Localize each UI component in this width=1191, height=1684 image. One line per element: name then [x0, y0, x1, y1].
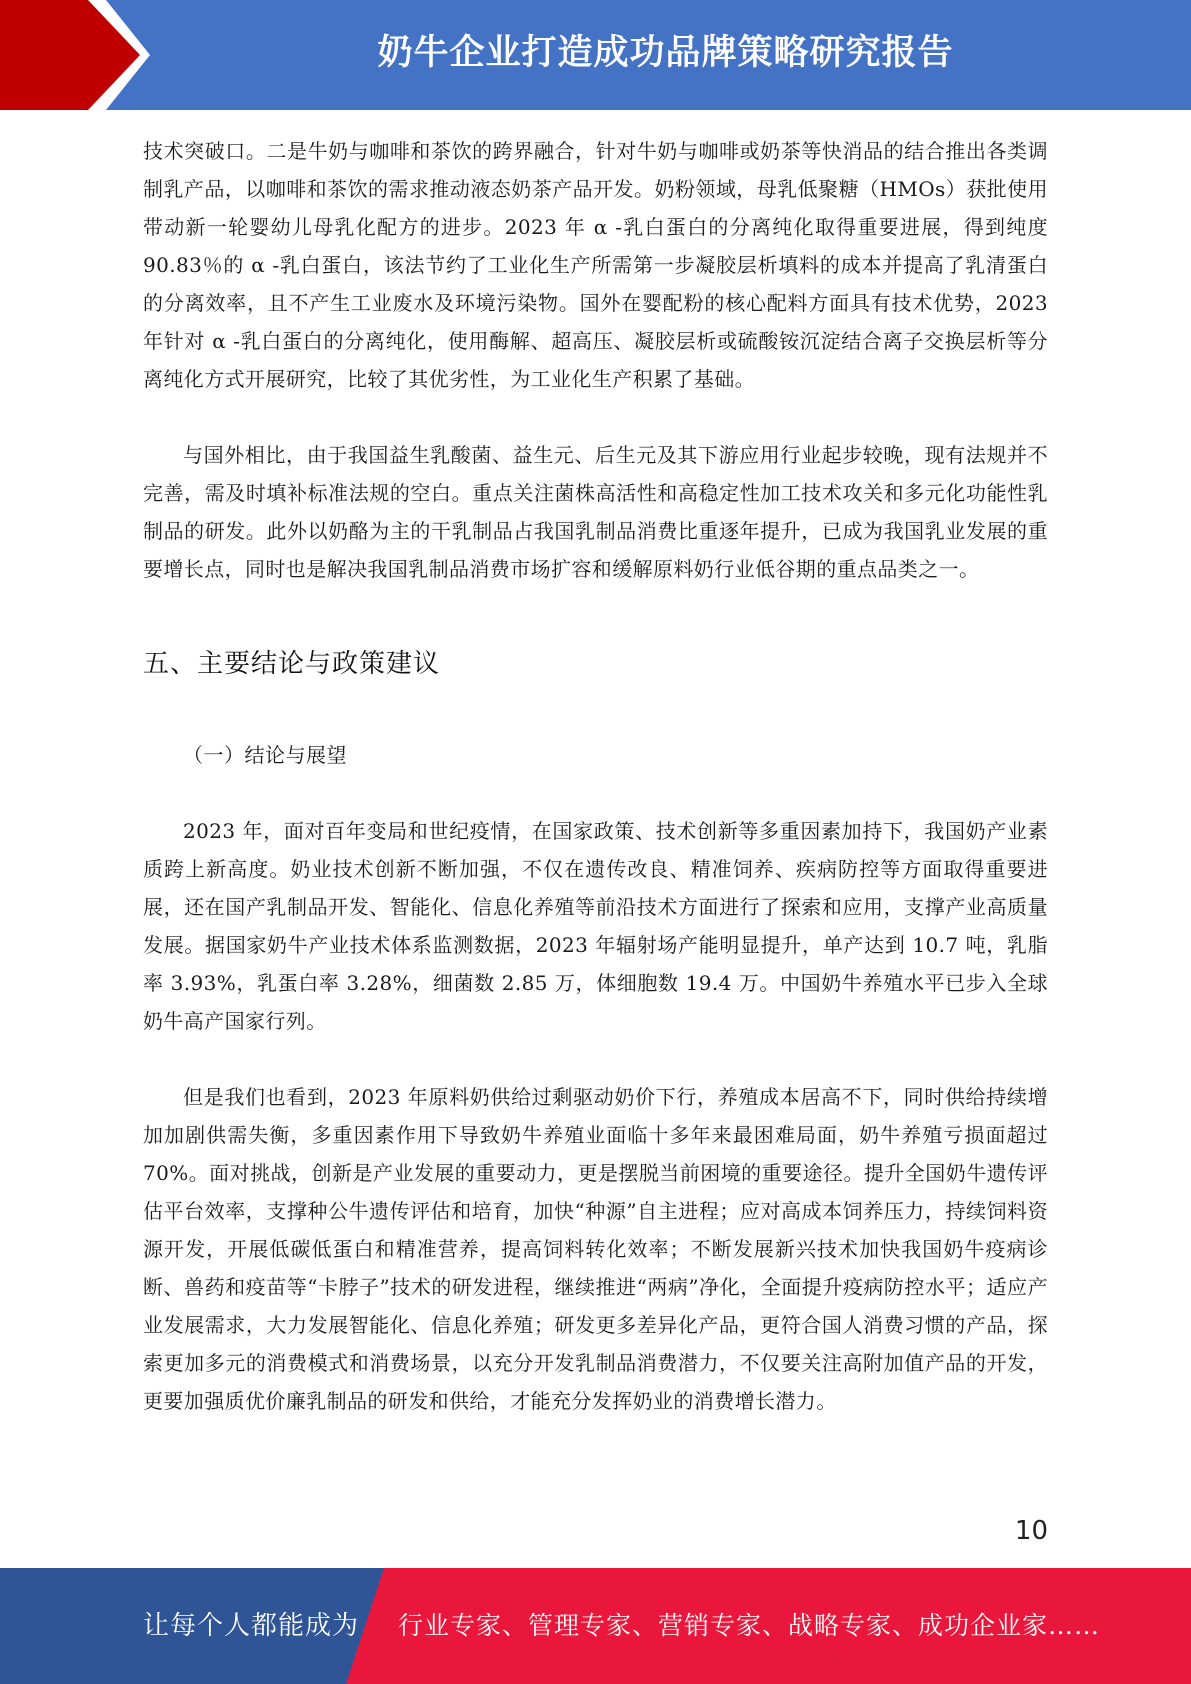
- report-title: 奶牛企业打造成功品牌策略研究报告: [377, 33, 954, 73]
- page-footer-banner: [0, 1568, 1191, 1684]
- body-paragraph: 但是我们也看到，2023 年原料奶供给过剩驱动奶价下行，养殖成本居高不下，同时供给持续增加加剧供需失衡，多重因素作用下导致奶牛养殖业面临十多年来最困难局面，奶牛养殖亏损面超过 70%。面对挑战，创新是产业发展的重要动力，更是摆脱当前困境的重要途径。提升全国奶牛遗传评估平台效率，支撑种公牛遗传评估和培育，加快“种源”自主进程；应对高成本饲养压力，持续饲料资源开发，开展低碳低蛋白和精准营养，提高饲料转化效率；不断发展新兴技术加快我国奶牛疫病诊断、兽药和疫苗等“卡脖子”技术的研发进程，继续推进“两病”净化，全面提升疫病防控水平；适应产业发展需求，大力发展智能化、信息化养殖；研发更多差异化产品，更符合国人消费习惯的产品，探索更加多元的消费模式和消费场景，以充分开发乳制品消费潜力，不仅要关注高附加值产品的开发，更要加强质优价廉乳制品的研发和供给，才能充分发挥奶业的消费增长潜力。: [143, 1085, 1048, 1413]
- body-paragraph: 2023 年，面对百年变局和世纪疫情，在国家政策、技术创新等多重因素加持下，我国奶产业素质跨上新高度。奶业技术创新不断加强，不仅在遗传改良、精准饲养、疾病防控等方面取得重要进展，还在国产乳制品开发、智能化、信息化养殖等前沿技术方面进行了探索和应用，支撑产业高质量发展。据国家奶牛产业技术体系监测数据，2023 年辐射场产能明显提升，单产达到 10.7 吨，乳脂率 3.93%，乳蛋白率 3.28%，细菌数 2.85 万，体细胞数 19.4 万。中国奶牛养殖水平已步入全球奶牛高产国家行列。: [143, 819, 1048, 1033]
- body-paragraph: 技术突破口。二是牛奶与咖啡和茶饮的跨界融合，针对牛奶与咖啡或奶茶等快消品的结合推出各类调制乳产品，以咖啡和茶饮的需求推动液态奶茶产品开发。奶粉领域，母乳低聚糖（HMOs）获批使用带动新一轮婴幼儿母乳化配方的进步。2023 年 α -乳白蛋白的分离纯化取得重要进展，得到纯度 90.83％的 α -乳白蛋白，该法节约了工业化生产所需第一步凝胶层析填料的成本并提高了乳清蛋白的分离效率，且不产生工业废水及环境污染物。国外在婴配粉的核心配料方面具有技术优势，2023 年针对 α -乳白蛋白的分离纯化，使用酶解、超高压、凝胶层析或硫酸铵沉淀结合离子交换层析等分离纯化方式开展研究，比较了其优劣性，为工业化生产积累了基础。: [143, 139, 1048, 391]
- section-heading: 五、主要结论与政策建议: [143, 649, 441, 679]
- body-paragraph: 与国外相比，由于我国益生乳酸菌、益生元、后生元及其下游应用行业起步较晚，现有法规并不完善，需及时填补标准法规的空白。重点关注菌株高活性和高稳定性加工技术攻关和多元化功能性乳制品的研发。此外以奶酪为主的干乳制品占我国乳制品消费比重逐年提升，已成为我国乳业发展的重要增长点，同时也是解决我国乳制品消费市场扩容和缓解原料奶行业低谷期的重点品类之一。: [143, 443, 1048, 581]
- page-number: 10: [1014, 1516, 1048, 1546]
- subsection-heading: （一）结论与展望: [183, 743, 347, 767]
- document-body: [143, 132, 1048, 1420]
- header-arrow-decoration: [0, 0, 160, 110]
- footer-slogan-left: 让每个人都能成为: [143, 1611, 360, 1641]
- page-header-banner: [0, 0, 1191, 110]
- footer-slogan-right: 行业专家、管理专家、营销专家、战略专家、成功企业家……: [398, 1611, 1101, 1640]
